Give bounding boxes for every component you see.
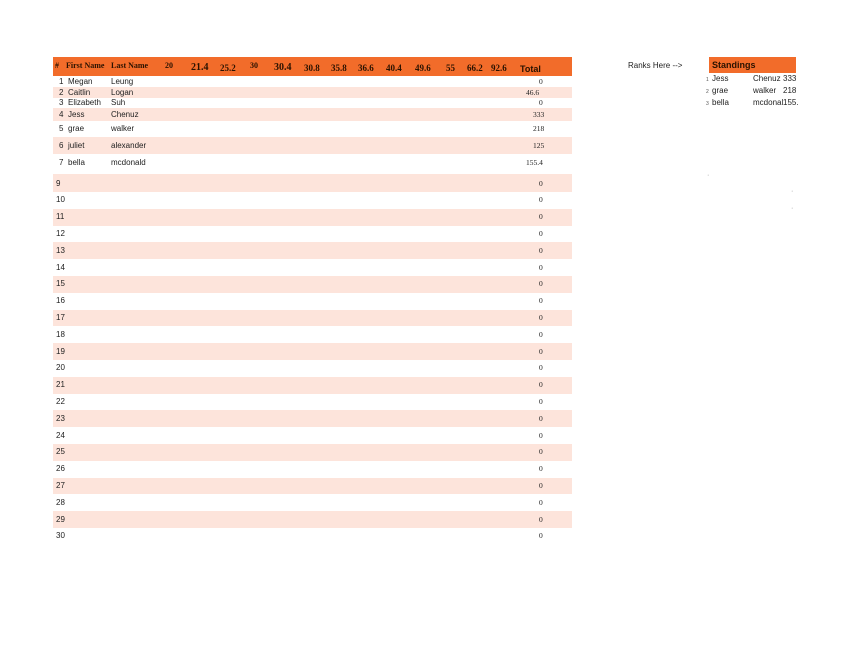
standings-title: Standings	[709, 57, 796, 73]
standings-row	[706, 97, 799, 109]
standings-panel	[706, 57, 799, 109]
total-cell: 0	[539, 396, 543, 406]
standings-first: bella	[712, 98, 729, 107]
total-cell: 0	[539, 245, 543, 255]
standings-total: 218	[783, 86, 797, 95]
ranks-note: Ranks Here -->	[628, 61, 683, 70]
table-row	[53, 427, 572, 444]
total-cell: 0	[539, 380, 543, 390]
standings-rank: 3	[706, 101, 709, 107]
table-row	[53, 192, 572, 209]
total-cell: 0	[539, 228, 543, 238]
table-row	[53, 226, 572, 243]
table-row	[53, 343, 572, 360]
table-row	[53, 326, 572, 343]
total-cell: 0	[539, 296, 543, 306]
score-rows	[53, 76, 572, 545]
standings-last: mcdonal	[753, 98, 784, 107]
row-number: 15	[56, 279, 65, 289]
first-name-cell: grae	[68, 124, 85, 133]
total-cell: 333	[533, 109, 545, 119]
total-cell: 0	[539, 346, 543, 356]
table-row	[53, 276, 572, 293]
last-name-cell: Leung	[111, 76, 134, 86]
table-row	[53, 494, 572, 511]
first-name-cell: Elizabeth	[68, 98, 101, 107]
row-number: 16	[56, 296, 65, 306]
table-row	[53, 377, 572, 394]
table-row	[53, 154, 572, 171]
total-cell: 0	[539, 531, 543, 541]
table-row	[53, 444, 572, 461]
total-cell: 0	[539, 178, 543, 188]
table-row	[53, 209, 572, 226]
row-number: 4	[59, 109, 64, 119]
table-row	[53, 108, 572, 121]
table-row	[53, 121, 572, 137]
row-number: 19	[56, 346, 65, 356]
header-col-21-4: 21.4	[191, 62, 209, 73]
row-number: 12	[56, 228, 65, 238]
table-row	[53, 511, 572, 528]
total-cell: 0	[539, 212, 543, 222]
standings-first: Jess	[712, 74, 729, 83]
first-name-cell: Caitlin	[68, 87, 91, 97]
row-number: 23	[56, 413, 65, 423]
header-col-20: 20	[165, 61, 173, 70]
total-cell: 0	[539, 464, 543, 474]
stray-mark: ·	[791, 205, 794, 212]
standings-rows	[706, 73, 799, 109]
row-number: 27	[56, 480, 65, 490]
table-row	[53, 410, 572, 427]
header-col-66-2: 66.2	[467, 63, 483, 73]
row-number: 11	[56, 212, 65, 222]
row-number: 10	[56, 195, 65, 205]
table-row	[53, 360, 572, 377]
header-col-25-2: 25.2	[220, 63, 236, 73]
header-col-36-6: 36.6	[358, 63, 374, 73]
row-number: 5	[59, 124, 64, 133]
table-row	[53, 137, 572, 154]
total-cell: 46.6	[526, 87, 540, 97]
header-col-55: 55	[446, 63, 455, 73]
row-number: 21	[56, 380, 65, 390]
first-name-cell: bella	[68, 157, 85, 167]
header-row	[53, 57, 572, 76]
total-cell: 0	[539, 262, 543, 272]
row-number: 18	[56, 329, 65, 339]
total-cell: 0	[539, 363, 543, 373]
header-col-49-6: 49.6	[415, 63, 431, 73]
last-name-cell: Chenuz	[111, 109, 139, 119]
row-number: 14	[56, 262, 65, 272]
stray-mark: ·	[707, 172, 710, 179]
standings-last: Chenuz	[753, 74, 781, 83]
table-row	[53, 310, 572, 327]
first-name-cell: Megan	[68, 76, 93, 86]
table-row	[53, 242, 572, 259]
stray-mark: ·	[791, 188, 794, 195]
header-col-30-4: 30.4	[274, 62, 292, 73]
total-cell: 0	[539, 514, 543, 524]
row-number: 17	[56, 312, 65, 322]
last-name-cell: mcdonald	[111, 157, 146, 167]
row-number: 25	[56, 447, 65, 457]
last-name-cell: Logan	[111, 87, 134, 97]
last-name-cell: Suh	[111, 98, 126, 107]
header-col-40-4: 40.4	[386, 63, 402, 73]
standings-row	[706, 85, 797, 97]
table-row	[53, 87, 572, 98]
table-row	[53, 394, 572, 411]
table-row	[53, 528, 572, 545]
standings-rank: 1	[706, 77, 709, 83]
total-cell: 0	[539, 447, 543, 457]
first-name-cell: Jess	[68, 109, 85, 119]
header-first-name: First Name	[66, 61, 105, 70]
header-col-30: 30	[250, 61, 258, 70]
header-col-30-8: 30.8	[304, 63, 320, 73]
row-number: 7	[59, 157, 64, 167]
header-num: #	[55, 61, 59, 70]
row-number: 28	[56, 497, 65, 507]
row-number: 13	[56, 245, 65, 255]
total-cell: 218	[533, 124, 545, 133]
row-number: 20	[56, 363, 65, 373]
row-number: 2	[59, 87, 64, 97]
row-number: 29	[56, 514, 65, 524]
row-number: 22	[56, 396, 65, 406]
score-sheet	[53, 57, 572, 545]
last-name-cell: walker	[111, 124, 135, 133]
header-last-name: Last Name	[111, 61, 149, 70]
row-number: 1	[59, 76, 64, 86]
total-cell: 155.4	[526, 157, 543, 167]
first-name-cell: juliet	[68, 140, 85, 150]
total-cell: 0	[539, 76, 543, 86]
standings-rank: 2	[706, 89, 709, 95]
total-cell: 0	[539, 195, 543, 205]
standings-first: grae	[712, 86, 729, 95]
total-cell: 0	[539, 329, 543, 339]
row-number: 26	[56, 464, 65, 474]
standings-total: 155.	[783, 98, 799, 107]
table-row	[53, 259, 572, 276]
total-cell: 125	[533, 140, 545, 150]
last-name-cell: alexander	[111, 140, 147, 150]
standings-total: 333	[783, 74, 797, 83]
row-number: 24	[56, 430, 65, 440]
row-number: 3	[59, 98, 64, 107]
total-cell: 0	[539, 279, 543, 289]
header-col-35-8: 35.8	[331, 63, 347, 73]
row-number: 30	[56, 531, 65, 541]
table-row	[53, 461, 572, 478]
total-cell: 0	[539, 98, 543, 107]
total-cell: 0	[539, 413, 543, 423]
table-row	[53, 478, 572, 495]
row-number: 9	[56, 178, 61, 188]
table-row	[53, 98, 572, 108]
total-cell: 0	[539, 497, 543, 507]
total-cell: 0	[539, 312, 543, 322]
row-number: 6	[59, 140, 64, 150]
table-row	[53, 293, 572, 310]
table-row	[53, 175, 572, 192]
total-cell: 0	[539, 480, 543, 490]
header-total: Total	[520, 64, 541, 74]
table-row	[53, 76, 572, 87]
standings-row	[706, 73, 797, 85]
header-col-92-6: 92.6	[491, 63, 507, 73]
standings-last: walker	[753, 86, 777, 95]
total-cell: 0	[539, 430, 543, 440]
